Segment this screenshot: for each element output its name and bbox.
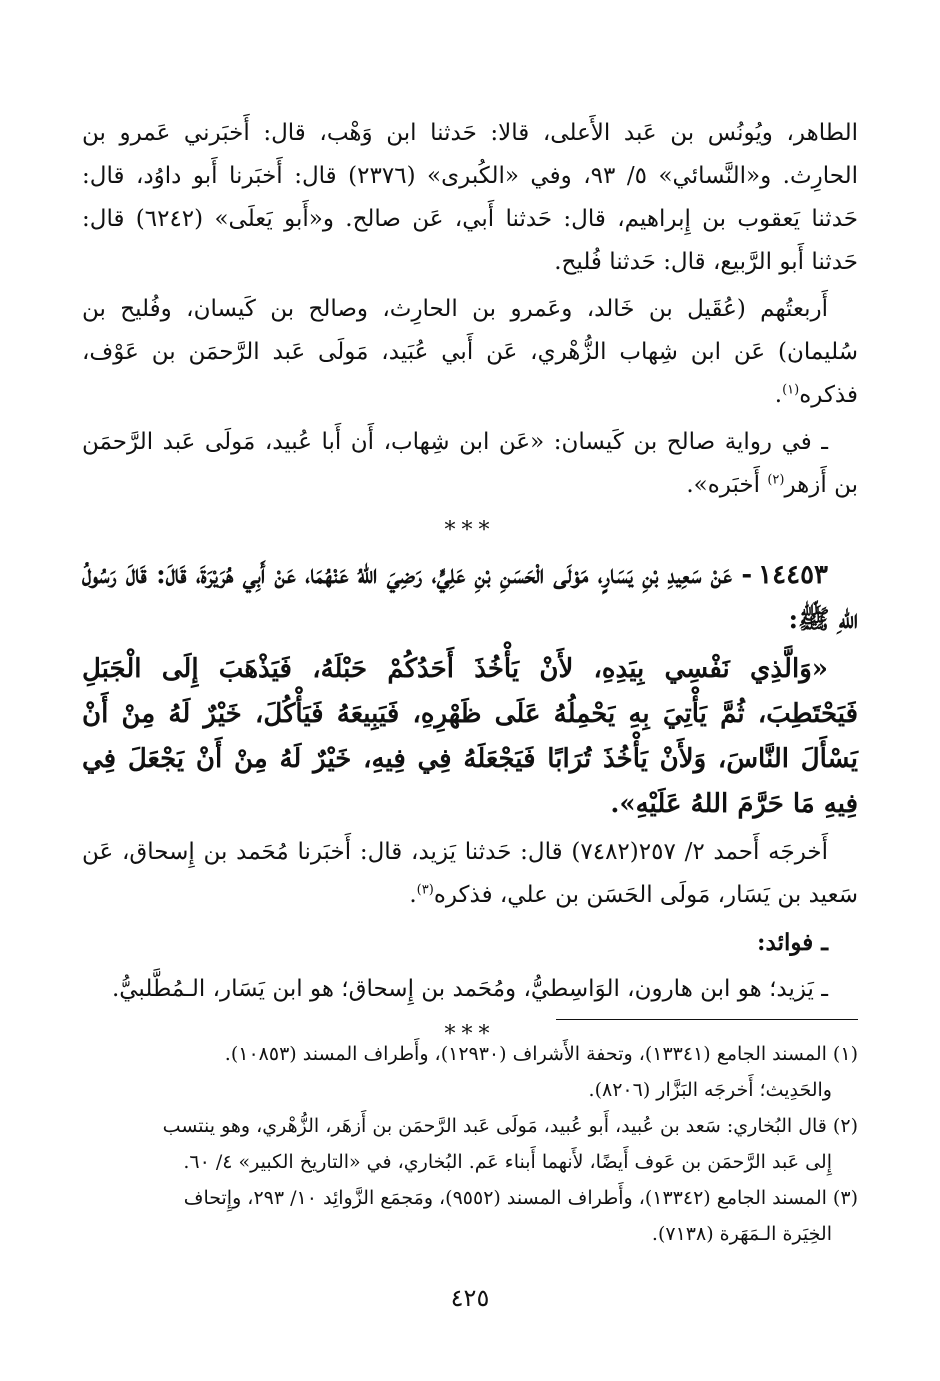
footnote-ref-2[interactable]: (٢) — [767, 472, 785, 488]
footnote-ref-3[interactable]: (٣) — [416, 882, 434, 898]
takhrij-text: أَخرجَه أَحمد ٢/ ٢٥٧(٧٤٨٢) قال: حَدثنا يَزيد، قال: أَخبَرنا مُحَمد بن إِسحاق، عَن سَعيد بن يَسَار، مَولَى الحَسَن بن علي، فذكره — [82, 839, 858, 908]
chain-text: الطاهر، ويُونُس بن عَبد الأَعلى، قالا: حَدثنا ابن وَهْب، قال: أَخبَرني عَمرو بن الحارِث. و«النَّسائي» ٥/ ٩٣، وفي «الكُبرى» (٢٣٧٦) قال: أَخبَرنا أَبو داوُد، قال: حَدثنا يَعقوب بن إِبراهيم، قال: حَدثنا أَبي، عَن صالح. و«أَبو يَعلَى» (٦٢٤٢) قال: حَدثنا أَبو الرَّبيع، قال: حَدثنا فُليح. — [82, 120, 859, 275]
page-number: ٤٢٥ — [450, 1284, 490, 1312]
benefits-text: ـ يَزيد؛ هو ابن هارون، الوَاسِطيُّ، ومُحَمد بن إِسحاق؛ هو ابن يَسَار، الـمُطَّلبيُّ. — [111, 976, 828, 1002]
footnote-1-line-1: (١) المسند الجامع (١٣٣٤١)، وتحفة الأَشراف (١٢٩٣٠)، وأَطراف المسند (١٠٨٥٣). — [224, 1043, 858, 1065]
section-separator: *** — [444, 518, 496, 543]
paragraph-chain-continuation — [82, 112, 858, 284]
footnote-2-line-1: (٢) قال البُخاري: سَعد بن عُبيد، أَبو عُبيد، مَولَى عَبد الرَّحمَن بن أَزهَر، الزُّهْري، وهو ينتسب — [162, 1115, 858, 1137]
footnote-1-line-2: والحَدِيث؛ أَخرجَه البَزَّار (٨٢٠٦). — [588, 1079, 832, 1101]
hadith-text: «وَالَّذِي نَفْسِي بِيَدِهِ، لأَنْ يَأْخُذَ أَحَدُكُمْ حَبْلَهُ، فَيَذْهَبَ إِلَى الْجَبَلِ فَيَحْتَطِبَ، ثُمَّ يَأْتِيَ بِهِ يَحْمِلُهُ عَلَى ظَهْرِهِ، فَيَبِيعَهُ فَيَأْكُلَ، خَيْرٌ لَهُ مِنْ أَنْ يَسْأَلَ النَّاسَ، وَلأَنْ يَأْخُذَ تُرَابًا فَيَجْعَلَهُ فِي فِيهِ، خَيْرٌ لَهُ مِنْ أَنْ يَجْعَلَ فِي فِيهِ مَا حَرَّمَ اللهُ عَلَيْهِ». — [82, 654, 858, 819]
salih-text: ـ في رواية صالح بن كَيسان: «عَن ابن شِهاب، أَن أَبا عُبيد، مَولَى عَبد الرَّحمَن بن أَزهر — [82, 429, 858, 498]
footnote-3-line-2: الخِيَرة الـمَهَرة (٧١٣٨). — [651, 1223, 832, 1245]
paragraph-four-narrators — [82, 288, 858, 417]
four-narrators-text: أَربعتُهم (عُقَيل بن خَالد، وعَمرو بن الحارِث، وصالح بن كَيسان، وفُليح بن سُليمان) عَن ابن شِهاب الزُّهْري، عَن أَبي عُبَيد، مَولَى عَبد الرَّحمَن بن عَوْف، فذكره — [82, 296, 858, 408]
footnote-2-line-2: إِلى عَبد الرَّحمَن بن عَوف أَيضًا، لأَنهما أَبناء عَم. البُخاري، في «التاريخ الكبير» ٤/ ٦٠. — [183, 1151, 832, 1173]
benefits-heading: ـ فوائد: — [757, 929, 828, 956]
footnotes — [82, 1036, 858, 1252]
salih-text-end: أَخبَره». — [686, 472, 768, 498]
footnote-ref-1[interactable]: (١) — [782, 382, 800, 398]
paragraph-salih-narration — [82, 421, 858, 507]
hadith-intro — [82, 553, 858, 643]
footnote-3-line-1: (٣) المسند الجامع (١٣٣٤٢)، وأَطراف المسند (٩٥٥٢)، ومَجمَع الزَّوائِد ١٠/ ٢٩٣، وإِتحاف — [183, 1187, 858, 1209]
section-separator: *** — [444, 1022, 496, 1047]
hadith-number: ١٤٤٥٣ — [758, 560, 828, 590]
paragraph-takhrij — [82, 831, 858, 917]
main-text — [82, 112, 858, 1053]
hadith-intro-text: - عَنْ سَعِيدِ بْنِ يَسَارٍ، مَوْلَى الْحَسَنِ بْنِ عَلِيٍّ، رَضِيَ اللهُ عَنْهُمَا، عَنْ أَبِي هُرَيْرَةَ، قَالَ: قَالَ رَسُولُ اللهِ ﷺ: — [82, 560, 858, 635]
period: . — [774, 382, 783, 408]
footnote-divider — [556, 1019, 858, 1020]
period: . — [409, 882, 417, 908]
